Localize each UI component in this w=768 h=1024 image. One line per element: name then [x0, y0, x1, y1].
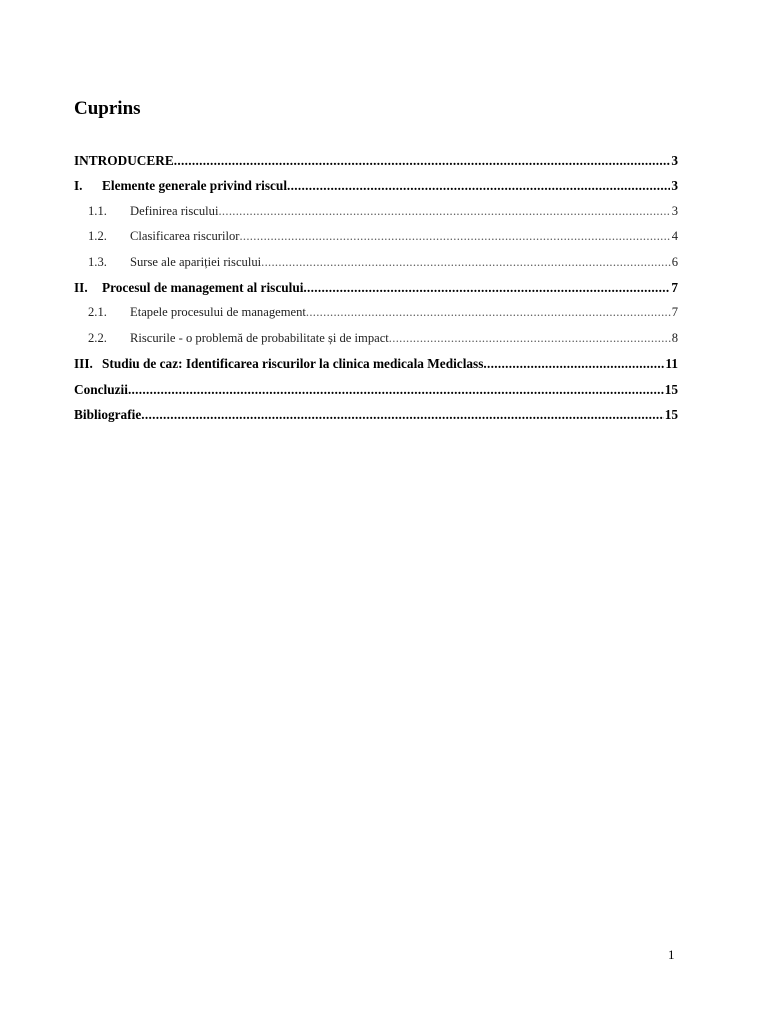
toc-dot-leader — [239, 224, 670, 249]
toc-entry-number: 2.2. — [88, 330, 107, 345]
toc-entry-page: 7 — [671, 305, 678, 320]
toc-title: Cuprins — [74, 98, 141, 119]
toc-entry-number: 1.2. — [88, 229, 107, 244]
toc-entry-page: 6 — [671, 254, 678, 269]
toc-dot-leader — [261, 250, 671, 275]
toc-entry-label: Concluzii — [74, 381, 128, 397]
toc-entry-number: II. — [74, 279, 88, 295]
toc-entry-section-2-2[interactable] — [74, 326, 678, 351]
table-of-contents — [74, 148, 678, 427]
toc-entry-chapter-1[interactable] — [74, 173, 678, 198]
toc-entry-number: 1.1. — [88, 203, 107, 218]
toc-entry-page: 3 — [671, 178, 678, 194]
toc-entry-chapter-2[interactable] — [74, 275, 678, 300]
page-number: 1 — [668, 947, 675, 962]
toc-entry-page: 15 — [664, 406, 678, 422]
toc-dot-leader — [303, 275, 670, 300]
toc-entry-label: Bibliografie — [74, 406, 142, 422]
toc-entry-concluzii[interactable] — [74, 377, 678, 402]
toc-entry-page: 8 — [671, 330, 678, 345]
toc-dot-leader — [389, 326, 671, 351]
toc-dot-leader — [141, 402, 663, 427]
toc-entry-label: Definirea riscului — [130, 203, 219, 218]
toc-entry-bibliografie[interactable] — [74, 402, 678, 427]
toc-entry-page: 15 — [664, 381, 678, 397]
toc-entry-label: Riscurile - o problemă de probabilitate și de impact — [130, 330, 389, 345]
toc-entry-page: 7 — [671, 279, 678, 295]
toc-entry-page: 11 — [665, 356, 678, 372]
toc-dot-leader — [218, 199, 670, 224]
toc-entry-chapter-3[interactable] — [74, 351, 678, 376]
toc-entry-number: I. — [74, 178, 83, 194]
toc-dot-leader — [306, 300, 671, 325]
toc-entry-label: Elemente generale privind riscul — [102, 178, 288, 194]
toc-dot-leader — [128, 377, 664, 402]
toc-entry-section-1-2[interactable] — [74, 224, 678, 249]
toc-dot-leader — [174, 148, 671, 173]
toc-entry-label: Surse ale apariției riscului — [130, 254, 262, 269]
toc-dot-leader — [287, 173, 670, 198]
toc-entry-page: 3 — [671, 203, 678, 218]
toc-entry-number: 1.3. — [88, 254, 107, 269]
toc-entry-label: Clasificarea riscurilor — [130, 229, 240, 244]
toc-entry-label: Etapele procesului de management — [130, 305, 306, 320]
toc-entry-label: INTRODUCERE — [74, 153, 174, 168]
toc-dot-leader — [483, 351, 664, 376]
toc-entry-page: 4 — [671, 229, 678, 244]
toc-entry-number: III. — [74, 356, 93, 372]
toc-entry-label: Studiu de caz: Identificarea riscurilor la clinica medicala Mediclass — [102, 356, 484, 372]
toc-entry-introducere[interactable] — [74, 148, 678, 173]
toc-entry-section-1-1[interactable] — [74, 199, 678, 224]
toc-entry-page: 3 — [671, 153, 678, 168]
toc-entry-label: Procesul de management al riscului — [102, 279, 304, 295]
toc-entry-number: 2.1. — [88, 305, 107, 320]
toc-entry-section-2-1[interactable] — [74, 300, 678, 325]
toc-entry-section-1-3[interactable] — [74, 250, 678, 275]
